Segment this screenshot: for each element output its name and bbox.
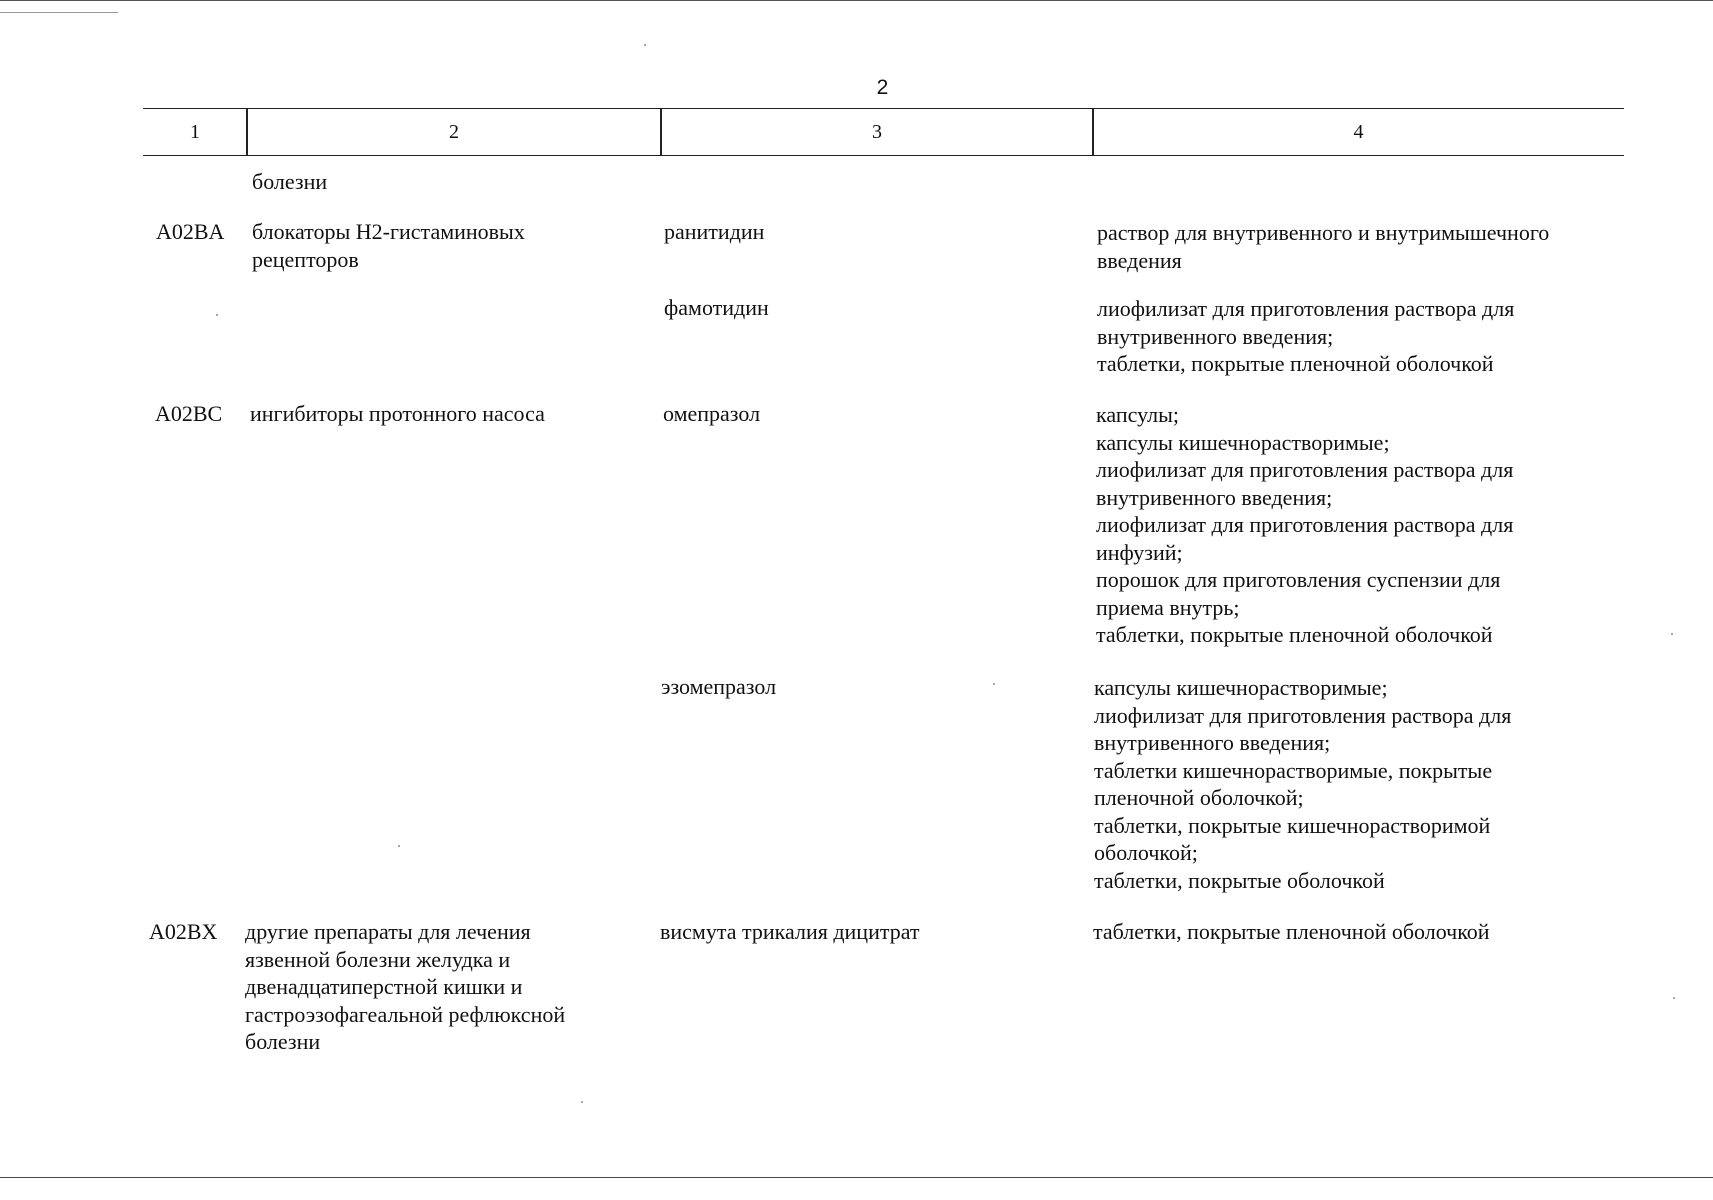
- dosage-forms: капсулы; капсулы кишечнорастворимые; лиофилизат для приготовления раствора для внутривенного введения; лиофилизат для приготовления раствора для инфузий; порошок для приготовления суспензии для приема внутрь; таблетки, покрытые пленочной оболочкой: [1096, 402, 1514, 647]
- scan-speck: [216, 314, 218, 316]
- drug-name: омепразол: [663, 401, 761, 426]
- scan-speck: [1673, 997, 1675, 999]
- continuation-text: болезни: [252, 169, 328, 194]
- scan-speck: [644, 44, 646, 46]
- bottom-scan-rule: [0, 1177, 1713, 1178]
- scan-speck: [581, 1101, 583, 1103]
- scan-speck: [398, 845, 400, 847]
- top-scan-edge: [0, 0, 1713, 1]
- group-name: блокаторы H2-гистаминовых рецепторов: [252, 219, 525, 272]
- drug-name: фамотидин: [664, 295, 769, 320]
- dosage-forms: капсулы кишечнорастворимые; лиофилизат для приготовления раствора для внутривенного введения; таблетки кишечнорастворимые, покрытые пленочной оболочкой; таблетки, покрытые кишечнорастворимой оболочкой; таблетки, покрытые оболочкой: [1094, 675, 1512, 893]
- scan-speck: [1671, 633, 1673, 635]
- group-name: другие препараты для лечения язвенной болезни желудка и двенадцатиперстной кишки и гастроэзофагеальной рефлюксной болезни: [245, 919, 566, 1054]
- drug-name: висмута трикалия дицитрат: [660, 919, 920, 944]
- scan-speck: [993, 683, 995, 685]
- column-header-4: 4: [1353, 120, 1364, 143]
- drug-name: эзомепразол: [661, 674, 777, 699]
- atc-code: A02BA: [156, 219, 225, 244]
- column-header-row: [143, 108, 1624, 156]
- top-left-scan-mark: [0, 12, 118, 13]
- page-number: 2: [876, 76, 889, 99]
- group-name: ингибиторы протонного насоса: [250, 401, 545, 426]
- atc-code: A02BC: [155, 401, 223, 426]
- column-header-3: 3: [872, 120, 882, 143]
- dosage-forms: таблетки, покрытые пленочной оболочкой: [1093, 919, 1490, 944]
- drug-name: ранитидин: [664, 219, 765, 244]
- dosage-forms: лиофилизат для приготовления раствора для внутривенного введения; таблетки, покрытые пленочной оболочкой: [1097, 296, 1515, 376]
- column-header-1: 1: [190, 120, 200, 143]
- atc-code: A02BX: [149, 919, 218, 944]
- dosage-forms: раствор для внутривенного и внутримышечного введения: [1097, 220, 1550, 273]
- column-header-2: 2: [449, 120, 459, 143]
